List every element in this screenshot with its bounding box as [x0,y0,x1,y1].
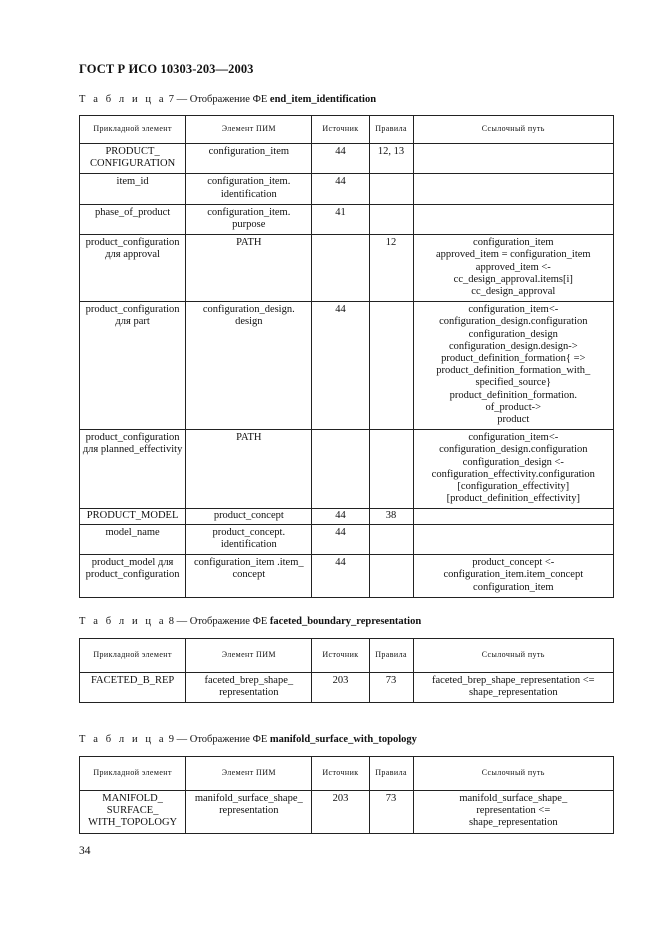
cell-line: representation <= [476,805,551,817]
cell-line: design [235,316,263,328]
table-row [80,430,614,509]
table-header-row [80,116,614,144]
application-element-cell [80,174,186,204]
aim-element-cell [186,791,312,834]
cell-line: configuration_item [473,237,554,249]
reference-path-cell [413,673,613,703]
caption-text: — Отображение ФЕ [176,616,268,627]
cell-line: PRODUCT_ [105,146,160,157]
rules-cell [369,430,413,509]
aim-element-cell [186,524,312,554]
cell-line: configuration_item .item_ [193,557,304,569]
reference-path-cell [413,144,613,174]
cell-line: shape_representation [468,817,558,829]
rules-cell [369,509,413,524]
cell-line: of_product-> [485,401,542,413]
reference-path-cell [413,174,613,204]
caption-prefix: Т а б л и ц а [79,94,167,105]
cell-line: purpose [232,219,266,231]
cell-line: shape_representation [468,687,558,699]
aim-element-header: Элемент ПИМ [186,116,312,144]
aim-element-cell [186,555,312,598]
source-cell [312,302,369,430]
cell-line: MANIFOLD_ [102,793,163,804]
cell-line: identification [220,538,277,550]
cell-line: product_concept [213,510,284,522]
source-cell [312,509,369,524]
source-cell [312,524,369,554]
cell-line: cc_design_approval [471,286,556,298]
cell-line: 41 [335,206,346,218]
table-7 [79,115,614,598]
cell-line: product_definition_formation. [449,389,578,401]
application-element-cell [80,144,186,174]
cell-line: product_concept. [212,526,286,538]
table-row [80,791,614,834]
cell-line: concept [232,569,266,581]
rules-cell [369,144,413,174]
application-element-cell [80,509,186,524]
source-cell [312,174,369,204]
rules-cell [369,235,413,302]
source-cell [312,204,369,234]
cell-line: representation [219,805,279,817]
cell-line: PATH [236,237,262,249]
aim-element-header: Элемент ПИМ [186,757,312,791]
table-row [80,509,614,524]
table-row [80,144,614,174]
rules-cell [369,204,413,234]
cell-line: manifold_surface_shape_ [194,793,303,804]
caption-number: 8 [168,616,174,627]
cell-line: 44 [335,176,346,188]
application-element-cell [80,430,186,509]
cell-line: phase_of_product [94,206,171,218]
rules-cell [369,302,413,430]
source-header: Источник [312,116,369,144]
rules-cell [369,555,413,598]
cell-line: 203 [332,675,349,686]
reference-path-cell [413,524,613,554]
reference-path-cell [413,302,613,430]
reference-path-cell [413,235,613,302]
table-row [80,174,614,204]
page-number: 34 [79,845,91,857]
cell-line: configuration_effectivity.configuration [431,468,595,480]
rules-header: Правила [369,757,413,791]
application-element-header: Прикладной элемент [80,639,186,673]
cell-line: configuration_design.configuration [439,316,588,328]
table-9 [79,756,614,834]
cell-line: item_id [116,176,149,188]
cell-line: configuration_design.design-> [448,340,578,352]
reference-path-cell [413,555,613,598]
application-element-header: Прикладной элемент [80,116,186,144]
source-cell [312,430,369,509]
rules-cell [369,524,413,554]
cell-line: product_configuration [85,304,180,316]
reference-path-cell [413,791,613,834]
cell-line: configuration_item. [207,206,291,218]
table-row [80,524,614,554]
aim-element-header: Элемент ПИМ [186,639,312,673]
caption-prefix: Т а б л и ц а [79,734,167,745]
source-header: Источник [312,757,369,791]
cell-line: configuration_design <- [462,456,564,468]
cell-line: configuration_item [208,146,290,157]
application-element-cell [80,302,186,430]
cell-line: configuration_item.item_concept [443,569,584,581]
cell-line: configuration_item [473,581,554,593]
cell-line: faceted_brep_shape_ [204,675,294,686]
application-element-cell [80,524,186,554]
cell-line: [configuration_effectivity] [457,481,570,493]
cell-line: 44 [335,526,346,538]
application-element-cell [80,791,186,834]
application-element-cell [80,673,186,703]
cell-line: configuration_design [468,328,558,340]
rules-header: Правила [369,116,413,144]
caption-number: 7 [168,94,174,105]
cell-line: manifold_surface_shape_ [459,793,568,804]
application-element-cell [80,204,186,234]
caption-entity: manifold_surface_with_topology [269,734,417,745]
cell-line: 38 [385,510,397,522]
cell-line: FACETED_B_REP [90,675,175,686]
table-row [80,555,614,598]
table-row [80,235,614,302]
rules-cell [369,174,413,204]
cell-line: [product_definition_effectivity] [446,493,580,505]
table-header-row [80,757,614,791]
caption-text: — Отображение ФЕ [176,94,268,105]
application-element-cell [80,555,186,598]
table-9-caption [79,734,417,745]
reference-path-cell [413,430,613,509]
caption-number: 9 [168,734,174,745]
application-element-cell [80,235,186,302]
cell-line: product_configuration [85,569,180,581]
aim-element-cell [186,144,312,174]
cell-line: product_definition_formation{ => [441,353,586,365]
cell-line: configuration_item<- [468,432,559,444]
reference-path-cell [413,204,613,234]
table-row [80,673,614,703]
cell-line: product_definition_formation_with_ [436,365,591,377]
cell-line: product_configuration [85,237,180,249]
cell-line: 44 [335,557,346,569]
aim-element-cell [186,235,312,302]
source-cell [312,144,369,174]
aim-element-cell [186,673,312,703]
cell-line: WITH_TOPOLOGY [88,817,178,829]
cell-line: product_configuration [85,432,180,444]
table-header-row [80,639,614,673]
caption-text: — Отображение ФЕ [176,734,268,745]
aim-element-cell [186,302,312,430]
table-7-caption [79,94,376,105]
cell-line: CONFIGURATION [90,158,176,170]
cell-line: 73 [385,675,397,686]
caption-entity: faceted_boundary_representation [269,616,422,627]
aim-element-cell [186,174,312,204]
cell-line: 44 [335,146,346,157]
table-8-caption [79,616,421,627]
rules-cell [369,673,413,703]
cell-line: 203 [332,793,349,804]
source-cell [312,235,369,302]
document-header: ГОСТ Р ИСО 10303-203—2003 [79,62,254,76]
caption-prefix: Т а б л и ц а [79,616,167,627]
reference-path-header: Ссылочный путь [413,757,613,791]
cell-line: representation [219,687,279,699]
cell-line: configuration_item. [207,176,291,188]
cell-line: configuration_design. [202,304,295,316]
cell-line: 12, 13 [377,146,405,157]
cell-line: product_concept <- [472,557,555,569]
cell-line: specified_source} [475,377,552,389]
cell-line: PATH [236,432,262,444]
cell-line: approved_item <- [475,261,551,273]
rules-header: Правила [369,639,413,673]
cell-line: model_name [105,526,160,538]
cell-line: 73 [385,793,397,804]
aim-element-cell [186,509,312,524]
cell-line: approved_item = configuration_item [435,249,591,261]
table-row [80,204,614,234]
aim-element-cell [186,430,312,509]
cell-line: PRODUCT_MODEL [86,510,179,522]
cell-line: для part [115,316,150,328]
source-cell [312,791,369,834]
cell-line: product [497,414,530,426]
application-element-header: Прикладной элемент [80,757,186,791]
cell-line: faceted_brep_shape_representation <= [432,675,595,686]
reference-path-cell [413,509,613,524]
reference-path-header: Ссылочный путь [413,116,613,144]
reference-path-header: Ссылочный путь [413,639,613,673]
cell-line: для planned_effectivity [82,444,183,456]
source-cell [312,555,369,598]
aim-element-cell [186,204,312,234]
cell-line: cc_design_approval.items[i] [453,273,573,285]
cell-line: SURFACE_ [106,805,159,817]
table-row [80,302,614,430]
source-header: Источник [312,639,369,673]
cell-line: configuration_design.configuration [439,444,588,456]
table-8 [79,638,614,703]
cell-line: 12 [385,237,397,249]
cell-line: identification [220,188,277,200]
cell-line: 44 [335,510,346,522]
source-cell [312,673,369,703]
cell-line: product_model для [91,557,174,569]
rules-cell [369,791,413,834]
cell-line: для approval [105,249,160,261]
cell-line: configuration_item<- [468,304,559,316]
cell-line: 44 [335,304,346,316]
caption-entity: end_item_identification [269,94,377,105]
